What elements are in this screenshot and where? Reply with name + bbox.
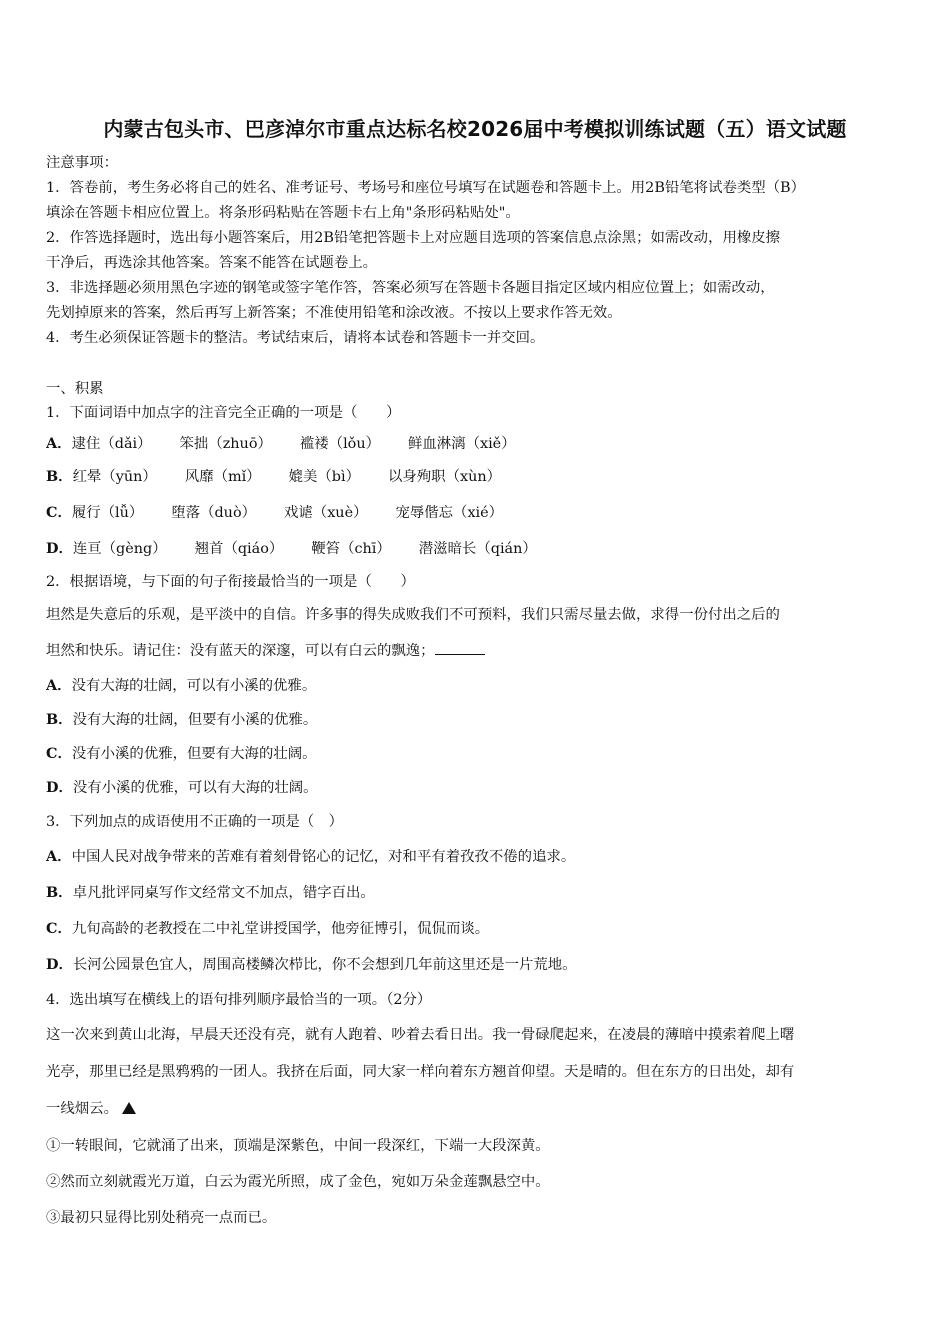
page-title: 内蒙古包头市、巴彦淖尔市重点达标名校2026届中考模拟训练试题（五）语文试题: [103, 117, 847, 141]
notice-block: [46, 151, 908, 351]
question-passage: 这一次来到黄山北海，早晨天还没有亮，就有人跑着、吵着去看日出。我一骨碌爬起来，在凌晨的薄暗中摸索着爬上曙: [46, 1027, 795, 1043]
passage-text: 坦然和快乐。请记住：没有蓝天的深邃，可以有白云的飘逸；: [46, 643, 435, 659]
option-item: 潜滋暗长（qián）: [418, 541, 537, 557]
option-row: [46, 771, 908, 805]
option-item: 媲美（bì）: [288, 469, 360, 485]
option-text: 卓凡批评同桌写作文经常文不加点，错字百出。: [72, 885, 375, 901]
option-item: 宠辱偕忘（xié）: [395, 505, 504, 521]
sentence-item: ③最初只显得比别处稍亮一点而已。: [46, 1210, 277, 1226]
notice-line: 3．非选择题必须用黑色字迹的钢笔或签字笔作答，答案必须写在答题卡各题目指定区域内相应位置上；如需改动，: [46, 280, 775, 296]
option-text: 没有小溪的优雅，可以有大海的壮阔。: [72, 780, 318, 796]
question-passage: [46, 633, 908, 669]
option-row: [46, 839, 908, 875]
option-text: 长河公园景色宜人，周围高楼鳞次栉比，你不会想到几年前这里还是一片荒地。: [72, 957, 577, 973]
option-item: 褴褛（lǒu）: [299, 436, 380, 452]
option-row: [46, 459, 908, 495]
option-row: [46, 947, 908, 983]
option-item: 戏谑（xuè）: [284, 505, 368, 521]
option-item: 履行（lǚ）: [71, 505, 144, 521]
option-label: B．: [46, 711, 73, 728]
sentence-item: ①一转眼间，它就涌了出来，顶端是深紫色，中间一段深红，下端一大段深黄。: [46, 1138, 550, 1154]
option-label: D．: [46, 956, 73, 973]
option-label: D．: [46, 540, 73, 557]
option-item: 堕落（duò）: [171, 505, 257, 521]
notice-line: 2．作答选择题时，选出每小题答案后，用2B铅笔把答题卡上对应题目选项的答案信息点涂黑；如需改动，用橡皮擦: [46, 230, 781, 246]
notice-line: 先划掉原来的答案，然后再写上新答案；不准使用铅笔和涂改液。不按以上要求作答无效。: [46, 305, 622, 321]
option-row: [46, 875, 908, 911]
question-passage: 坦然是失意后的乐观，是平淡中的自信。许多事的得失成败我们不可预料，我们只需尽量去做，求得一份付出之后的: [46, 607, 780, 623]
option-item: 红晕（yūn）: [72, 469, 157, 485]
option-item: 风靡（mǐ）: [184, 469, 261, 485]
option-label: C．: [46, 920, 72, 937]
option-label: A．: [46, 677, 72, 694]
question-stem: 3．下列加点的成语使用不正确的一项是（ ）: [46, 814, 343, 830]
option-item: 笨拙（zhuō）: [179, 436, 272, 452]
option-label: B．: [46, 884, 73, 901]
question-stem: 2．根据语境，与下面的句子衔接最恰当的一项是（ ）: [46, 574, 415, 590]
option-item: 翘首（qiáo）: [194, 541, 284, 557]
triangle-blank: [118, 1091, 140, 1128]
question-stem: 4．选出填写在横线上的语句排列顺序最恰当的一项。（2分）: [46, 992, 432, 1008]
exam-content: [46, 151, 908, 1236]
option-text: 中国人民对战争带来的苦难有着刻骨铭心的记忆，对和平有着孜孜不倦的追求。: [71, 849, 576, 865]
answer-blank: [435, 640, 485, 655]
option-row: [46, 911, 908, 947]
option-item: 逮住（dǎi）: [71, 436, 152, 452]
option-item: 以身殉职（xùn）: [388, 469, 501, 485]
option-item: 连亘（gèng）: [72, 541, 167, 557]
question-passage: [46, 1091, 908, 1128]
option-label: B．: [46, 468, 73, 485]
option-label: C．: [46, 745, 72, 762]
option-label: A．: [46, 848, 72, 865]
option-row: [46, 531, 908, 567]
question-stem: 1．下面词语中加点字的注音完全正确的一项是（ ）: [46, 405, 401, 421]
option-text: 没有大海的壮阔，但要有小溪的优雅。: [72, 712, 318, 728]
notice-heading: 注意事项：: [46, 155, 118, 171]
notice-line: 1．答卷前，考生务必将自己的姓名、准考证号、考场号和座位号填写在试题卷和答题卡上。用2B铅笔将试卷类型（B）: [46, 180, 805, 196]
option-row: [46, 669, 908, 703]
option-label: D．: [46, 779, 73, 796]
passage-text: 一线烟云。: [46, 1101, 118, 1117]
notice-line: 4．考生必须保证答题卡的整洁。考试结束后，请将本试卷和答题卡一并交回。: [46, 330, 545, 346]
sentence-item: ②然而立刻就霞光万道，白云为霞光所照，成了金色，宛如万朵金莲飘悬空中。: [46, 1174, 550, 1190]
option-item: 鲜血淋漓（xiě）: [408, 436, 516, 452]
option-row: [46, 737, 908, 771]
option-item: 鞭笞（chī）: [311, 541, 391, 557]
section-heading: 一、积累: [46, 381, 104, 397]
option-label: C．: [46, 504, 72, 521]
triangle-icon: [122, 1102, 136, 1114]
question-passage: 光亭，那里已经是黑鸦鸦的一团人。我挤在后面，同大家一样向着东方翘首仰望。天是晴的。但在东方的日出处，却有: [46, 1064, 795, 1080]
option-row: [46, 425, 908, 459]
notice-line: 填涂在答题卡相应位置上。将条形码粘贴在答题卡右上角"条形码粘贴处"。: [46, 205, 520, 221]
option-text: 九旬高龄的老教授在二中礼堂讲授国学，他旁征博引，侃侃而谈。: [71, 921, 490, 937]
option-text: 没有小溪的优雅，但要有大海的壮阔。: [71, 746, 317, 762]
notice-line: 干净后，再选涂其他答案。答案不能答在试题卷上。: [46, 255, 377, 271]
option-text: 没有大海的壮阔，可以有小溪的优雅。: [71, 678, 317, 694]
option-row: [46, 495, 908, 531]
option-row: [46, 703, 908, 737]
option-label: A．: [46, 435, 72, 452]
